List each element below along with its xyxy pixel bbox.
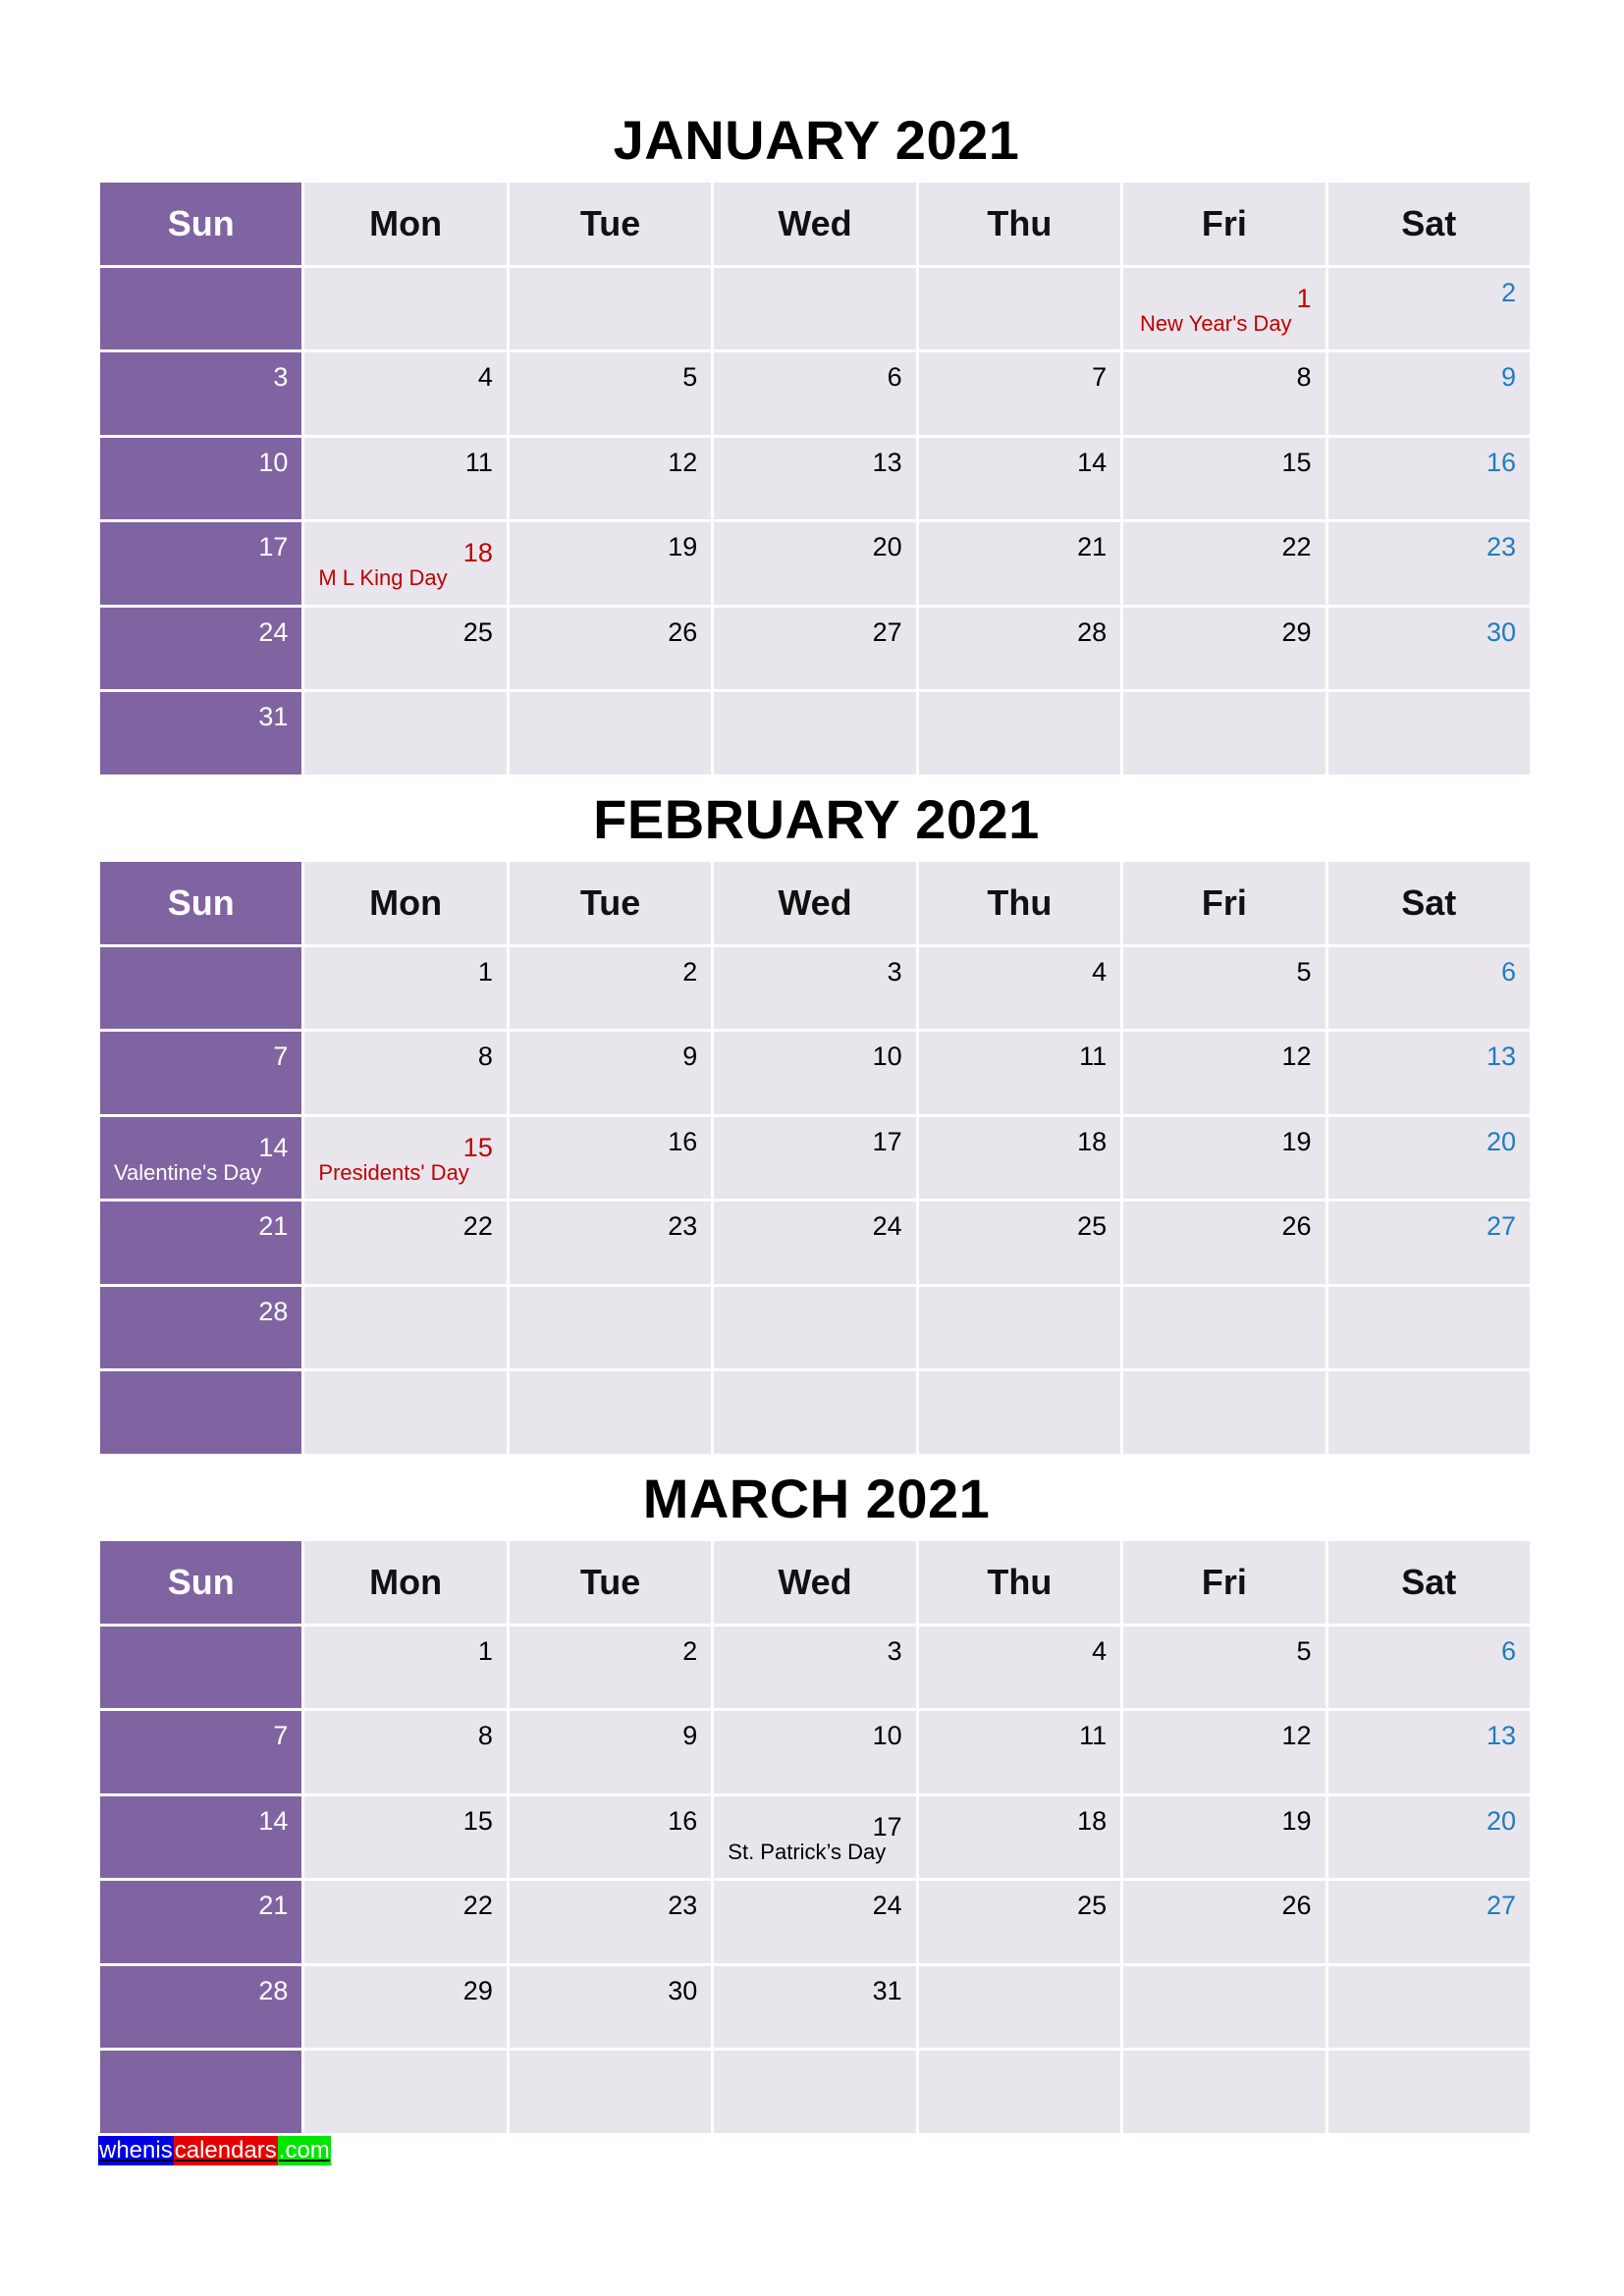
- day-cell: [714, 1711, 918, 1796]
- day-number: 14: [258, 1132, 289, 1162]
- day-number: 28: [258, 1296, 289, 1326]
- day-cell: [304, 1796, 509, 1882]
- day-cell: [919, 1881, 1123, 1966]
- empty-day-cell: [919, 2051, 1123, 2136]
- day-number: 6: [887, 362, 902, 392]
- day-cell: [1328, 608, 1533, 693]
- day-number: 13: [1486, 1041, 1516, 1071]
- day-cell: [1328, 1201, 1533, 1287]
- day-number: 10: [258, 447, 289, 477]
- day-number: 5: [1296, 1635, 1312, 1666]
- day-number: 27: [872, 616, 902, 647]
- day-number: 23: [668, 1891, 698, 1920]
- day-cell: [304, 438, 509, 523]
- weekday-header-tue: Tue: [510, 183, 714, 268]
- day-number: 9: [682, 1041, 698, 1071]
- weekday-header-tue: Tue: [510, 1541, 714, 1627]
- day-number: 4: [1092, 956, 1108, 987]
- day-cell: [1123, 947, 1327, 1033]
- day-cell: [1123, 608, 1327, 693]
- empty-day-cell: [714, 2051, 918, 2136]
- day-cell: [510, 1627, 714, 1712]
- day-cell: [304, 522, 509, 608]
- day-number: 13: [1486, 1721, 1516, 1750]
- day-number: 12: [668, 447, 698, 477]
- day-number: 12: [1281, 1721, 1312, 1750]
- day-cell: [304, 1627, 509, 1712]
- empty-day-cell: [714, 692, 918, 777]
- day-cell: [100, 1881, 304, 1966]
- day-number: 27: [1486, 1891, 1516, 1920]
- day-number: 5: [682, 362, 698, 392]
- day-cell: [1123, 1711, 1327, 1796]
- day-number: 23: [1486, 532, 1516, 561]
- day-number: 4: [1092, 1635, 1108, 1666]
- holiday-label: Presidents' Day: [318, 1159, 469, 1185]
- day-number: 8: [1296, 362, 1312, 392]
- day-cell: [714, 522, 918, 608]
- day-cell: [919, 352, 1123, 438]
- weekday-header-sun: Sun: [100, 1541, 304, 1627]
- empty-day-cell: [100, 1627, 304, 1712]
- day-cell: [1328, 438, 1533, 523]
- day-cell: [510, 947, 714, 1033]
- day-number: 7: [1092, 362, 1108, 392]
- weekday-header-sun: Sun: [100, 183, 304, 268]
- day-cell: [1123, 1032, 1327, 1117]
- credit-part-2: calendars: [174, 2137, 277, 2163]
- day-cell: [1328, 1881, 1533, 1966]
- day-number: 6: [1500, 956, 1516, 987]
- empty-day-cell: [510, 1287, 714, 1372]
- day-cell: [919, 1711, 1123, 1796]
- day-cell: [919, 522, 1123, 608]
- day-number: 2: [682, 1635, 698, 1666]
- day-number: 7: [273, 1041, 289, 1071]
- day-cell: [510, 438, 714, 523]
- weekday-header-sun: Sun: [100, 862, 304, 947]
- day-number: 15: [1281, 447, 1312, 477]
- day-number: 27: [1486, 1211, 1516, 1241]
- day-number: 1: [477, 956, 493, 987]
- day-cell: [1123, 1881, 1327, 1966]
- day-cell: [1123, 352, 1327, 438]
- day-number: 20: [1486, 1126, 1516, 1156]
- day-cell: [304, 1117, 509, 1202]
- day-cell: [510, 1796, 714, 1882]
- empty-day-cell: [1123, 1287, 1327, 1372]
- day-cell: [919, 947, 1123, 1033]
- day-cell: [100, 1966, 304, 2052]
- day-cell: [919, 1201, 1123, 1287]
- day-number: 4: [477, 362, 493, 392]
- month-february: [100, 777, 1533, 1457]
- day-number: 3: [887, 1635, 902, 1666]
- weekday-header-thu: Thu: [919, 183, 1123, 268]
- day-cell: [714, 1796, 918, 1882]
- day-number: 14: [258, 1805, 289, 1836]
- day-number: 18: [1077, 1126, 1108, 1156]
- empty-day-cell: [1123, 692, 1327, 777]
- empty-day-cell: [919, 1966, 1123, 2052]
- day-number: 13: [872, 447, 902, 477]
- weekday-header-wed: Wed: [714, 1541, 918, 1627]
- month-title: MARCH 2021: [642, 1468, 991, 1529]
- day-cell: [714, 1201, 918, 1287]
- empty-day-cell: [510, 692, 714, 777]
- credit-part-3: .com: [278, 2137, 330, 2163]
- day-cell: [100, 608, 304, 693]
- day-cell: [100, 352, 304, 438]
- day-cell: [1123, 438, 1327, 523]
- holiday-label: New Year's Day: [1139, 310, 1292, 336]
- day-cell: [510, 608, 714, 693]
- calendar-grid: [100, 183, 1533, 777]
- day-number: 20: [872, 532, 902, 561]
- day-number: 8: [477, 1721, 493, 1750]
- weekday-header-thu: Thu: [919, 862, 1123, 947]
- empty-day-cell: [510, 2051, 714, 2136]
- day-number: 25: [462, 616, 493, 647]
- day-number: 15: [462, 1805, 493, 1836]
- day-cell: [1123, 522, 1327, 608]
- day-number: 15: [462, 1132, 493, 1162]
- empty-day-cell: [304, 692, 509, 777]
- day-number: 31: [872, 1975, 902, 2005]
- day-cell: [1123, 1627, 1327, 1712]
- month-title: FEBRUARY 2021: [593, 788, 1040, 850]
- day-cell: [510, 1711, 714, 1796]
- empty-day-cell: [1328, 1287, 1533, 1372]
- day-cell: [1123, 1117, 1327, 1202]
- day-cell: [304, 608, 509, 693]
- day-number: 14: [1077, 447, 1108, 477]
- calendar-grid: [100, 1541, 1533, 2136]
- weekday-header-fri: Fri: [1123, 183, 1327, 268]
- weekday-header-wed: Wed: [714, 183, 918, 268]
- day-cell: [919, 608, 1123, 693]
- day-cell: [1328, 1117, 1533, 1202]
- empty-day-cell: [714, 1371, 918, 1457]
- day-number: 2: [1500, 277, 1516, 307]
- day-cell: [510, 522, 714, 608]
- day-number: 30: [1486, 616, 1516, 647]
- holiday-label: Valentine's Day: [114, 1159, 262, 1185]
- day-number: 28: [1077, 616, 1108, 647]
- day-cell: [1328, 522, 1533, 608]
- day-number: 25: [1077, 1211, 1108, 1241]
- empty-day-cell: [1123, 1371, 1327, 1457]
- empty-day-cell: [304, 1287, 509, 1372]
- day-number: 20: [1486, 1805, 1516, 1836]
- empty-day-cell: [510, 268, 714, 353]
- empty-day-cell: [919, 1287, 1123, 1372]
- empty-day-cell: [919, 268, 1123, 353]
- day-cell: [304, 1032, 509, 1117]
- day-number: 19: [668, 532, 698, 561]
- empty-day-cell: [714, 1287, 918, 1372]
- day-number: 18: [462, 538, 493, 567]
- day-cell: [714, 1117, 918, 1202]
- day-cell: [304, 1711, 509, 1796]
- empty-day-cell: [1123, 2051, 1327, 2136]
- day-number: 31: [258, 702, 289, 731]
- day-cell: [1328, 1627, 1533, 1712]
- day-number: 11: [464, 447, 493, 477]
- day-cell: [100, 438, 304, 523]
- day-number: 11: [1079, 1721, 1108, 1750]
- holiday-label: M L King Day: [318, 565, 448, 590]
- day-number: 24: [258, 616, 289, 647]
- empty-day-cell: [304, 1371, 509, 1457]
- day-cell: [1123, 268, 1327, 353]
- day-number: 25: [1077, 1891, 1108, 1920]
- day-number: 10: [872, 1721, 902, 1750]
- day-number: 16: [1486, 447, 1516, 477]
- day-number: 7: [273, 1721, 289, 1750]
- site-credit-link[interactable]: [98, 2136, 331, 2165]
- day-number: 19: [1281, 1805, 1312, 1836]
- day-number: 3: [273, 362, 289, 392]
- day-cell: [510, 1966, 714, 2052]
- day-cell: [304, 1881, 509, 1966]
- weekday-header-tue: Tue: [510, 862, 714, 947]
- day-cell: [100, 1287, 304, 1372]
- weekday-header-fri: Fri: [1123, 1541, 1327, 1627]
- weekday-header-mon: Mon: [304, 862, 509, 947]
- day-number: 1: [1296, 283, 1312, 313]
- day-number: 6: [1500, 1635, 1516, 1666]
- day-number: 23: [668, 1211, 698, 1241]
- empty-day-cell: [919, 1371, 1123, 1457]
- weekday-header-fri: Fri: [1123, 862, 1327, 947]
- day-number: 17: [872, 1126, 902, 1156]
- day-cell: [919, 1117, 1123, 1202]
- calendar-grid: [100, 862, 1533, 1457]
- day-cell: [510, 1881, 714, 1966]
- day-cell: [304, 947, 509, 1033]
- day-number: 17: [258, 532, 289, 561]
- day-cell: [1328, 1032, 1533, 1117]
- day-number: 26: [668, 616, 698, 647]
- day-number: 19: [1281, 1126, 1312, 1156]
- day-cell: [100, 1117, 304, 1202]
- day-number: 8: [477, 1041, 493, 1071]
- day-cell: [919, 1627, 1123, 1712]
- day-cell: [714, 608, 918, 693]
- day-cell: [714, 1881, 918, 1966]
- day-number: 26: [1281, 1211, 1312, 1241]
- day-cell: [1123, 1796, 1327, 1882]
- weekday-header-wed: Wed: [714, 862, 918, 947]
- day-number: 28: [258, 1975, 289, 2005]
- day-number: 5: [1296, 956, 1312, 987]
- empty-day-cell: [1328, 692, 1533, 777]
- day-number: 11: [1079, 1041, 1108, 1071]
- day-cell: [1328, 1711, 1533, 1796]
- day-number: 16: [668, 1805, 698, 1836]
- day-cell: [100, 522, 304, 608]
- day-cell: [100, 1796, 304, 1882]
- day-cell: [510, 1201, 714, 1287]
- empty-day-cell: [1123, 1966, 1327, 2052]
- day-number: 22: [462, 1211, 493, 1241]
- day-cell: [714, 438, 918, 523]
- empty-day-cell: [304, 268, 509, 353]
- day-number: 30: [668, 1975, 698, 2005]
- day-number: 21: [1077, 532, 1108, 561]
- empty-day-cell: [100, 947, 304, 1033]
- day-number: 24: [872, 1211, 902, 1241]
- day-number: 21: [258, 1211, 289, 1241]
- day-cell: [510, 1032, 714, 1117]
- day-number: 26: [1281, 1891, 1312, 1920]
- empty-day-cell: [714, 268, 918, 353]
- month-january: [100, 98, 1533, 777]
- empty-day-cell: [100, 1371, 304, 1457]
- day-number: 24: [872, 1891, 902, 1920]
- day-number: 10: [872, 1041, 902, 1071]
- day-cell: [304, 1966, 509, 2052]
- empty-day-cell: [510, 1371, 714, 1457]
- day-number: 29: [1281, 616, 1312, 647]
- day-number: 9: [1500, 362, 1516, 392]
- day-cell: [304, 352, 509, 438]
- empty-day-cell: [919, 692, 1123, 777]
- day-number: 29: [462, 1975, 493, 2005]
- empty-day-cell: [1328, 2051, 1533, 2136]
- day-cell: [100, 1201, 304, 1287]
- empty-day-cell: [1328, 1371, 1533, 1457]
- day-number: 21: [258, 1891, 289, 1920]
- month-march: [100, 1457, 1533, 2136]
- day-cell: [100, 1711, 304, 1796]
- day-cell: [714, 1032, 918, 1117]
- day-cell: [1328, 947, 1533, 1033]
- weekday-header-thu: Thu: [919, 1541, 1123, 1627]
- day-cell: [714, 947, 918, 1033]
- day-cell: [919, 1796, 1123, 1882]
- weekday-header-sat: Sat: [1328, 862, 1533, 947]
- day-cell: [100, 692, 304, 777]
- weekday-header-sat: Sat: [1328, 1541, 1533, 1627]
- day-cell: [304, 1201, 509, 1287]
- day-cell: [1328, 352, 1533, 438]
- month-title: JANUARY 2021: [613, 109, 1020, 171]
- day-number: 9: [682, 1721, 698, 1750]
- day-number: 22: [1281, 532, 1312, 561]
- day-number: 12: [1281, 1041, 1312, 1071]
- day-number: 16: [668, 1126, 698, 1156]
- weekday-header-sat: Sat: [1328, 183, 1533, 268]
- day-cell: [714, 1966, 918, 2052]
- day-cell: [714, 352, 918, 438]
- day-number: 17: [872, 1811, 902, 1842]
- day-number: 1: [477, 1635, 493, 1666]
- day-cell: [1328, 1796, 1533, 1882]
- day-cell: [1123, 1201, 1327, 1287]
- empty-day-cell: [1328, 1966, 1533, 2052]
- day-cell: [510, 352, 714, 438]
- weekday-header-mon: Mon: [304, 183, 509, 268]
- weekday-header-mon: Mon: [304, 1541, 509, 1627]
- empty-day-cell: [100, 268, 304, 353]
- holiday-label: St. Patrick’s Day: [728, 1839, 887, 1864]
- day-number: 3: [887, 956, 902, 987]
- day-number: 22: [462, 1891, 493, 1920]
- day-cell: [510, 1117, 714, 1202]
- day-number: 2: [682, 956, 698, 987]
- day-cell: [100, 1032, 304, 1117]
- day-cell: [919, 1032, 1123, 1117]
- empty-day-cell: [100, 2051, 304, 2136]
- empty-day-cell: [304, 2051, 509, 2136]
- day-number: 18: [1077, 1805, 1108, 1836]
- day-cell: [714, 1627, 918, 1712]
- credit-part-1: whenis: [99, 2137, 173, 2163]
- day-cell: [919, 438, 1123, 523]
- day-cell: [1328, 268, 1533, 353]
